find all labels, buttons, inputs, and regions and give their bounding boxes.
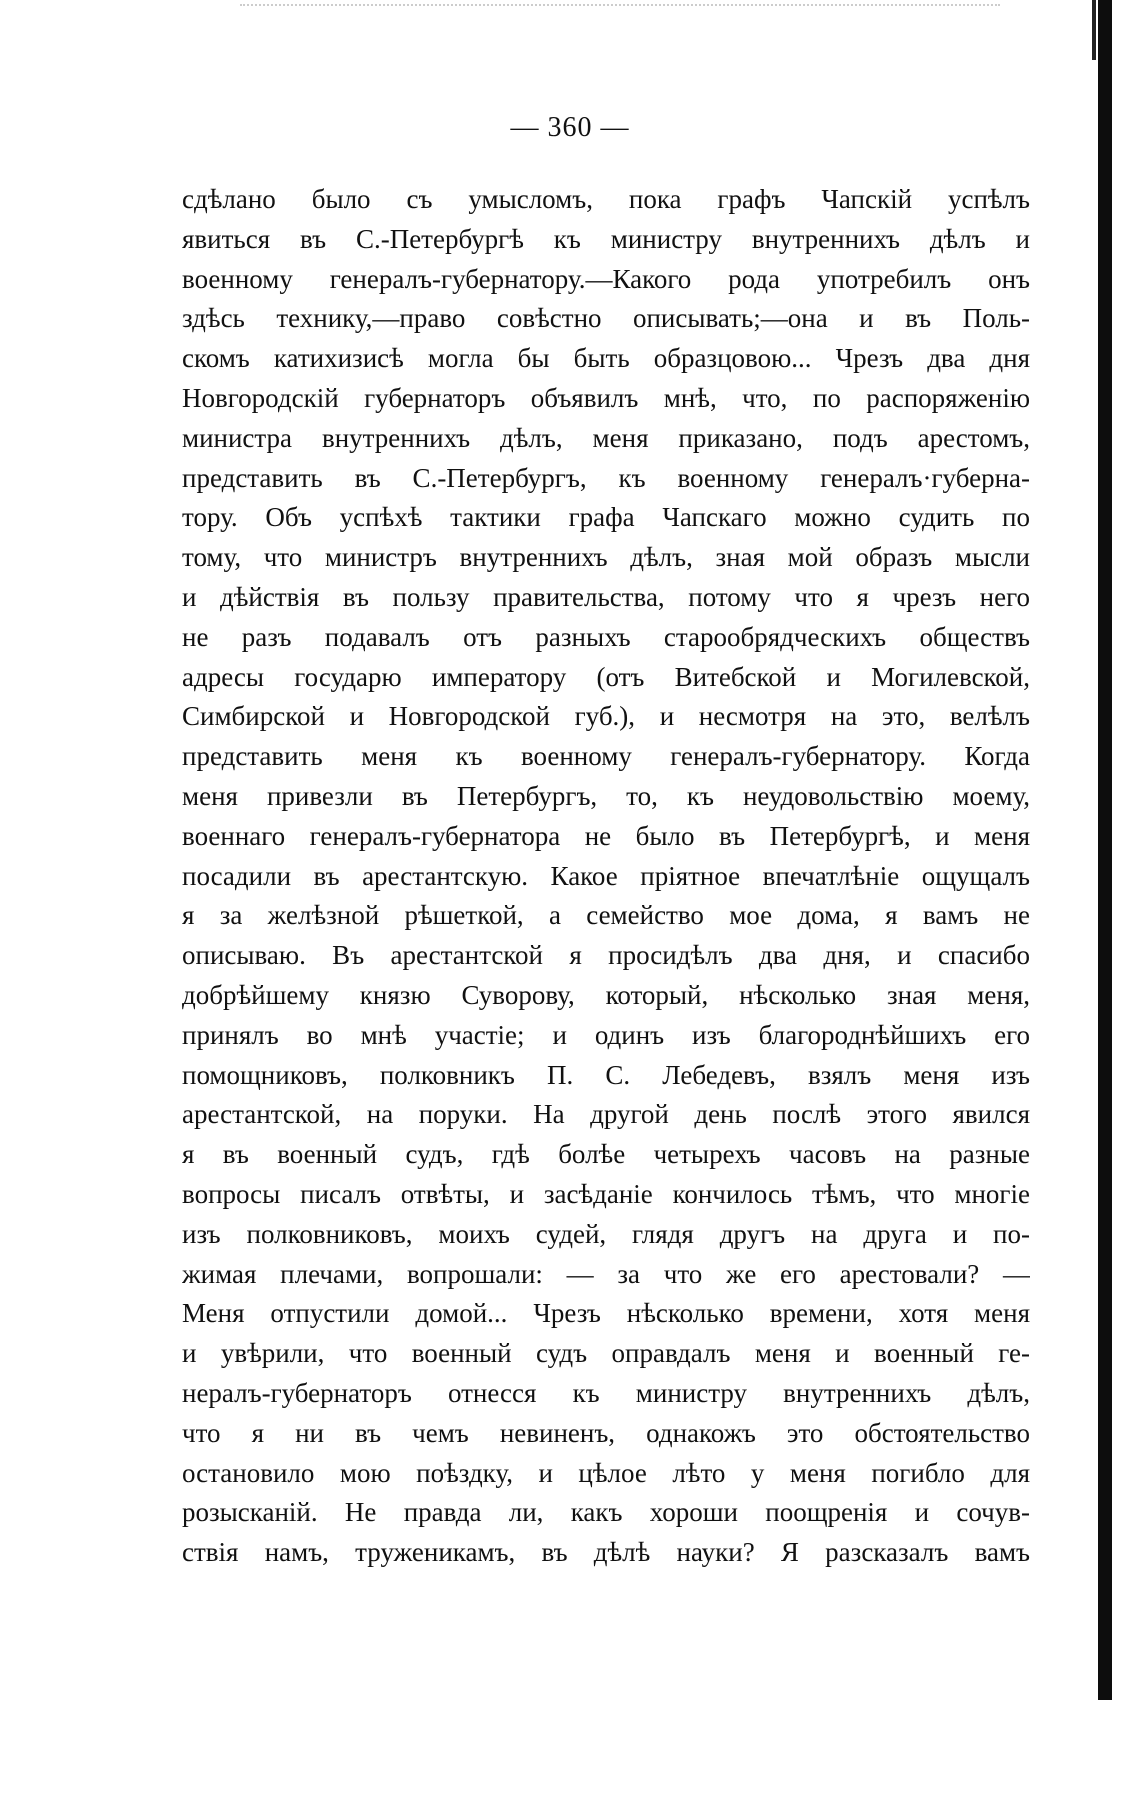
text-line: что я ни въ чемъ невиненъ, однакожъ это обстоятельство: [182, 1417, 1030, 1448]
text-line: изъ полковниковъ, моихъ судей, глядя другъ на друга и по-: [182, 1218, 1030, 1249]
text-line: представить въ С.-Петербургъ, къ военному генералъ·губерна-: [182, 462, 1030, 493]
text-line: посадили въ арестантскую. Какое пріятное впечатлѣніе ощущалъ: [182, 860, 1030, 891]
text-line: представить меня къ военному генералъ-губернатору. Когда: [182, 741, 1030, 772]
text-line: явиться въ С.-Петербургѣ къ министру внутреннихъ дѣлъ и: [182, 223, 1030, 254]
text-line: жимая плечами, вопрошали: — за что же его арестовали? —: [182, 1258, 1030, 1289]
text-line: Меня отпустили домой... Чрезъ нѣсколько времени, хотя меня: [182, 1298, 1030, 1329]
text-line: ствія намъ, труженикамъ, въ дѣлѣ науки? Я разсказалъ вамъ: [182, 1537, 1030, 1568]
text-line: принялъ во мнѣ участіе; и одинъ изъ благороднѣйшихъ его: [182, 1019, 1030, 1050]
text-line: тому, что министръ внутреннихъ дѣлъ, зная мой образъ мысли: [182, 542, 1030, 573]
body-text: [182, 180, 1030, 1573]
text-line: меня привезли въ Петербургъ, то, къ неудовольствію моему,: [182, 780, 1030, 811]
scan-noise: [240, 4, 1000, 16]
text-line: военнаго генералъ-губернатора не было въ Петербургѣ, и меня: [182, 820, 1030, 851]
text-line: я за желѣзной рѣшеткой, а семейство мое дома, я вамъ не: [182, 900, 1030, 931]
book-spine-edge-corner: [1092, 0, 1096, 60]
text-line: не разъ подавалъ отъ разныхъ старообрядческихъ обществъ: [182, 621, 1030, 652]
text-line: помощниковъ, полковникъ П. С. Лебедевъ, взялъ меня изъ: [182, 1059, 1030, 1090]
text-line: описываю. Въ арестантской я просидѣлъ два дня, и спасибо: [182, 940, 1030, 971]
text-line: розысканій. Не правда ли, какъ хороши поощренія и сочув-: [182, 1497, 1030, 1528]
text-line: министра внутреннихъ дѣлъ, меня приказано, подъ арестомъ,: [182, 422, 1030, 453]
text-line: добрѣйшему князю Суворову, который, нѣсколько зная меня,: [182, 979, 1030, 1010]
text-line: я въ военный судъ, гдѣ болѣе четырехъ часовъ на разные: [182, 1139, 1030, 1170]
page-number: — 360 —: [510, 112, 630, 143]
text-line: и увѣрили, что военный судъ оправдалъ меня и военный ге-: [182, 1338, 1030, 1369]
text-line: Симбирской и Новгородской губ.), и несмотря на это, велѣлъ: [182, 701, 1030, 732]
text-line: тору. Объ успѣхѣ тактики графа Чапскаго можно судить по: [182, 502, 1030, 533]
text-line: и дѣйствія въ пользу правительства, потому что я чрезъ него: [182, 581, 1030, 612]
text-line: Новгородскій губернаторъ объявилъ мнѣ, что, по распоряженію: [182, 382, 1030, 413]
text-line: сдѣлано было съ умысломъ, пока графъ Чапскій успѣлъ: [182, 184, 1030, 214]
text-line: вопросы писалъ отвѣты, и засѣданіе кончилось тѣмъ, что многіе: [182, 1178, 1030, 1209]
text-line: адресы государю императору (отъ Витебской и Могилевской,: [182, 661, 1030, 692]
text-line: остановило мою поѣздку, и цѣлое лѣто у меня погибло для: [182, 1457, 1030, 1488]
book-spine-edge: [1098, 0, 1112, 1700]
text-line: здѣсь технику,—право совѣстно описывать;—она и въ Поль-: [182, 303, 1030, 334]
text-line: скомъ катихизисѣ могла бы быть образцовою... Чрезъ два дня: [182, 343, 1030, 374]
text-line: арестантской, на поруки. На другой день послѣ этого явился: [182, 1099, 1030, 1130]
text-line: военному генералъ-губернатору.—Какого рода употребилъ онъ: [182, 263, 1030, 294]
text-line: нералъ-губернаторъ отнесся къ министру внутреннихъ дѣлъ,: [182, 1377, 1030, 1408]
